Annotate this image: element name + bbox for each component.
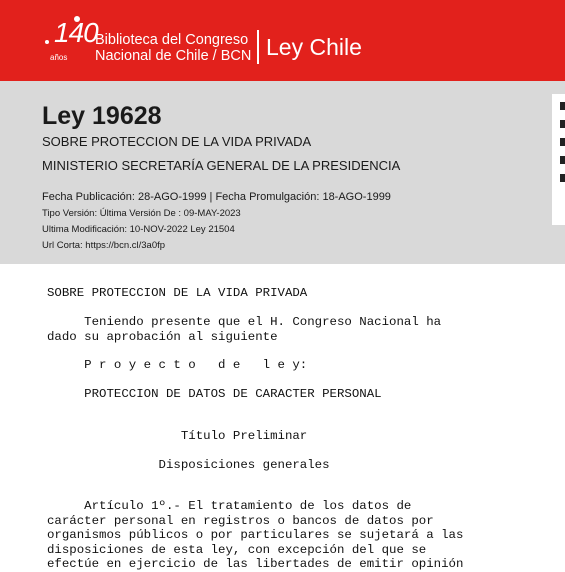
ultima-modificacion: Ultima Modificación: 10-NOV-2022 Ley 21504: [42, 224, 235, 235]
header-divider: [257, 30, 259, 64]
law-ministry: MINISTERIO SECRETARÍA GENERAL DE LA PRESIDENCIA: [42, 158, 401, 173]
article-line: Artículo 1º.- El tratamiento de los datos de: [47, 499, 412, 513]
article-line: organismos públicos o por particulares se sujetará a las: [47, 528, 464, 542]
ley-chile-logo[interactable]: Ley Chile: [266, 34, 362, 60]
document-section-title: PROTECCION DE DATOS DE CARACTER PERSONAL: [47, 387, 382, 401]
document-intro-line: Teniendo presente que el H. Congreso Nacional ha: [47, 315, 442, 329]
toolbar-icon[interactable]: [560, 138, 565, 146]
toolbar-icon[interactable]: [560, 156, 565, 164]
header-bar: [0, 0, 565, 81]
toolbar-icon[interactable]: [560, 102, 565, 110]
law-dates: Fecha Publicación: 28-AGO-1999 | Fecha Promulgación: 18-AGO-1999: [42, 191, 391, 203]
law-subtitle: SOBRE PROTECCION DE LA VIDA PRIVADA: [42, 134, 312, 149]
org-line-2: Nacional de Chile / BCN: [95, 48, 252, 64]
document-proyecto: P r o y e c t o d e l e y:: [47, 358, 308, 372]
document-heading: SOBRE PROTECCION DE LA VIDA PRIVADA: [47, 286, 308, 300]
article-line: efectúe en ejercicio de las libertades de emitir opinión: [47, 557, 464, 571]
article-line: carácter personal en registros o bancos de datos por: [47, 513, 434, 528]
toolbar-icon[interactable]: [560, 174, 565, 182]
anniversary-suffix: años: [50, 53, 68, 62]
document-titulo: Título Preliminar: [47, 429, 308, 443]
org-line-1: Biblioteca del Congreso: [95, 32, 249, 48]
law-title: Ley 19628: [42, 102, 162, 130]
anniversary-number: 140: [54, 17, 98, 48]
logo-dot-icon: [45, 40, 49, 44]
tipo-version: Tipo Versión: Última Versión De : 09-MAY-2023: [42, 208, 241, 219]
bcn-org-name[interactable]: [95, 32, 251, 64]
document-disposiciones: Disposiciones generales: [47, 458, 330, 472]
article-line: disposiciones de esta ley, con excepción del que se: [47, 542, 427, 557]
toolbar-icon[interactable]: [560, 120, 565, 128]
side-toolbar-icons: [560, 102, 565, 192]
document-intro-line: dado su aprobación al siguiente: [47, 329, 278, 344]
url-corta[interactable]: Url Corta: https://bcn.cl/3a0fp: [42, 240, 166, 251]
